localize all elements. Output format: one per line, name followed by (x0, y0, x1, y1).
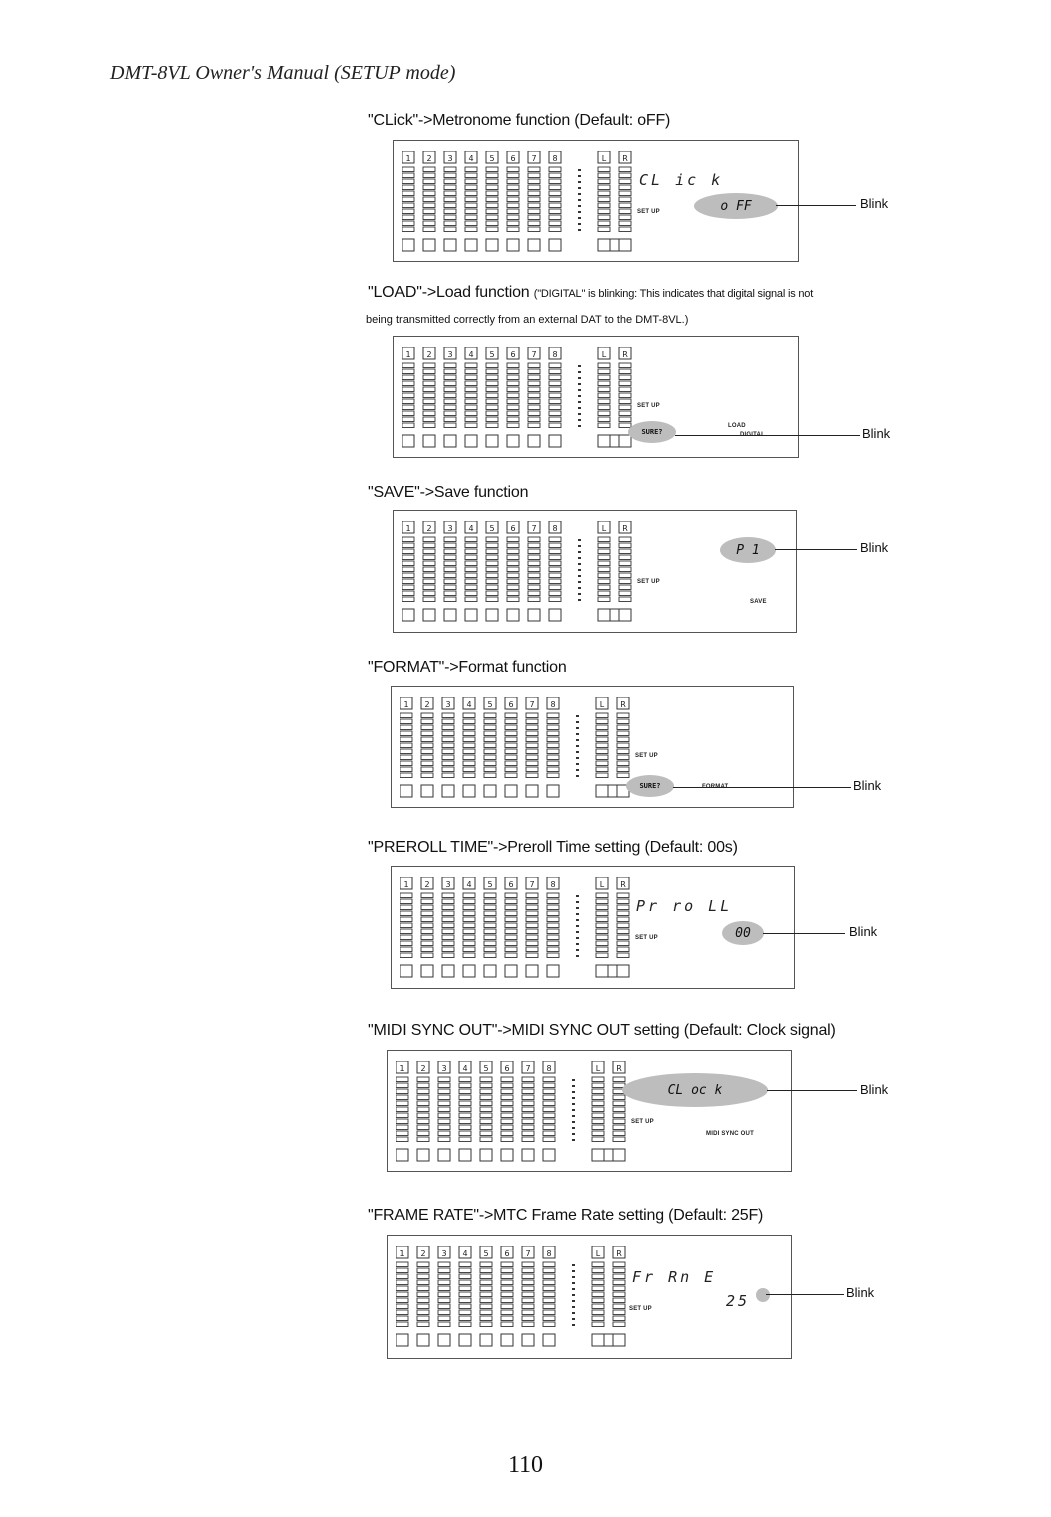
blinking-value: 00 (722, 921, 764, 945)
lcd-display-preroll (391, 866, 795, 989)
svg-text:7: 7 (531, 350, 537, 359)
svg-text:4: 4 (468, 350, 474, 359)
svg-text:4: 4 (468, 524, 474, 533)
svg-text:6: 6 (508, 880, 514, 889)
section-save (0, 480, 1051, 640)
caption-load-line2: being transmitted correctly from an external DAT to the DMT-8VL.) (366, 314, 689, 326)
lcd-display-save (393, 510, 797, 633)
svg-text:L: L (595, 1249, 601, 1258)
blinking-value: P 1 (720, 537, 776, 563)
format-indicator: FORMAT (702, 784, 729, 790)
svg-text:5: 5 (489, 524, 495, 533)
svg-text:2: 2 (424, 880, 430, 889)
svg-text:2: 2 (426, 524, 432, 533)
svg-text:4: 4 (462, 1064, 468, 1073)
caption-click: "CLick"->Metronome function (Default: oFF) (368, 112, 671, 129)
page-number: 110 (507, 1452, 544, 1478)
setup-indicator: SET UP (635, 753, 658, 759)
svg-text:R: R (616, 1249, 622, 1258)
svg-text:R: R (622, 154, 628, 163)
lcd-line1: Pr ro LL (636, 897, 733, 915)
section-load (0, 280, 1051, 470)
setup-indicator: SET UP (637, 209, 660, 215)
svg-text:L: L (601, 524, 607, 533)
svg-text:3: 3 (445, 880, 451, 889)
svg-text:5: 5 (487, 880, 493, 889)
caption-framerate: "FRAME RATE"->MTC Frame Rate setting (Default: 25F) (368, 1207, 764, 1224)
svg-text:8: 8 (552, 350, 558, 359)
lcd-display-format (391, 686, 794, 808)
blinking-value: o FF (694, 193, 778, 219)
svg-text:1: 1 (405, 524, 411, 533)
level-meters (402, 347, 632, 452)
svg-text:L: L (599, 700, 605, 709)
svg-text:1: 1 (405, 350, 411, 359)
lcd-line2: 25 (726, 1292, 751, 1310)
setup-indicator: SET UP (637, 403, 660, 409)
svg-text:5: 5 (489, 154, 495, 163)
svg-text:6: 6 (510, 350, 516, 359)
lcd-line1: Fr Rn E (632, 1268, 717, 1286)
svg-text:6: 6 (508, 700, 514, 709)
svg-text:7: 7 (529, 880, 535, 889)
caption-load: "LOAD"->Load function ("DIGITAL" is blinking: This indicates that digital signal is not (368, 284, 814, 301)
setup-indicator: SET UP (637, 579, 660, 585)
level-meters (400, 877, 630, 982)
svg-text:3: 3 (447, 154, 453, 163)
setup-indicator: SET UP (635, 935, 658, 941)
lcd-display-load (393, 336, 799, 458)
load-indicator: LOAD (728, 423, 746, 429)
svg-text:L: L (595, 1064, 601, 1073)
svg-text:1: 1 (403, 880, 409, 889)
svg-text:6: 6 (510, 524, 516, 533)
caption-save: "SAVE"->Save function (368, 484, 529, 501)
blinking-badge: SURE? (628, 421, 676, 443)
svg-text:1: 1 (399, 1064, 405, 1073)
svg-text:7: 7 (531, 154, 537, 163)
blink-label: Blink (860, 540, 889, 555)
lcd-display-click (393, 140, 799, 262)
blink-label: Blink (862, 426, 891, 441)
blinking-dot (756, 1288, 770, 1302)
svg-text:R: R (620, 700, 626, 709)
level-meters (402, 521, 632, 626)
svg-text:7: 7 (529, 700, 535, 709)
svg-text:L: L (601, 350, 607, 359)
svg-text:R: R (616, 1064, 622, 1073)
svg-text:3: 3 (441, 1064, 447, 1073)
svg-text:2: 2 (420, 1064, 426, 1073)
caption-format: "FORMAT"->Format function (368, 659, 567, 676)
svg-text:2: 2 (424, 700, 430, 709)
midi-sync-out-indicator: MIDI SYNC OUT (706, 1131, 754, 1137)
svg-text:7: 7 (525, 1249, 531, 1258)
blinking-badge: SURE? (626, 775, 674, 797)
caption-preroll: "PREROLL TIME"->Preroll Time setting (Default: 00s) (368, 839, 738, 856)
svg-text:5: 5 (483, 1249, 489, 1258)
svg-text:5: 5 (487, 700, 493, 709)
section-midisync (0, 1020, 1051, 1180)
svg-text:6: 6 (504, 1249, 510, 1258)
svg-text:R: R (620, 880, 626, 889)
section-format (0, 655, 1051, 815)
svg-text:8: 8 (546, 1249, 552, 1258)
manual-header: DMT-8VL Owner's Manual (SETUP mode) (110, 62, 456, 84)
blink-label: Blink (853, 778, 882, 793)
lcd-line1: CL ic k (639, 171, 724, 189)
svg-text:7: 7 (525, 1064, 531, 1073)
section-preroll (0, 835, 1051, 995)
svg-text:7: 7 (531, 524, 537, 533)
svg-text:L: L (599, 880, 605, 889)
svg-text:3: 3 (441, 1249, 447, 1258)
blinking-value: CL oc k (622, 1073, 768, 1107)
svg-text:8: 8 (550, 880, 556, 889)
svg-text:8: 8 (546, 1064, 552, 1073)
svg-text:5: 5 (489, 350, 495, 359)
section-click (0, 110, 1051, 270)
svg-text:L: L (601, 154, 607, 163)
level-meters (402, 151, 632, 256)
blink-label: Blink (849, 924, 878, 939)
setup-indicator: SET UP (631, 1119, 654, 1125)
svg-text:6: 6 (504, 1064, 510, 1073)
svg-text:3: 3 (447, 524, 453, 533)
blink-label: Blink (846, 1285, 875, 1300)
svg-text:1: 1 (399, 1249, 405, 1258)
svg-text:1: 1 (405, 154, 411, 163)
blink-label: Blink (860, 1082, 889, 1097)
digital-indicator: DIGITAL (740, 432, 765, 438)
svg-text:3: 3 (447, 350, 453, 359)
svg-text:4: 4 (462, 1249, 468, 1258)
setup-indicator: SET UP (629, 1306, 652, 1312)
blink-label: Blink (860, 196, 889, 211)
level-meters (400, 697, 630, 802)
caption-midisync: "MIDI SYNC OUT"->MIDI SYNC OUT setting (Default: Clock signal) (368, 1022, 836, 1039)
svg-text:4: 4 (466, 880, 472, 889)
level-meters (396, 1246, 626, 1351)
svg-text:3: 3 (445, 700, 451, 709)
section-framerate (0, 1205, 1051, 1365)
svg-text:8: 8 (550, 700, 556, 709)
save-indicator: SAVE (750, 599, 767, 605)
svg-text:2: 2 (426, 154, 432, 163)
svg-text:1: 1 (403, 700, 409, 709)
svg-text:5: 5 (483, 1064, 489, 1073)
svg-text:2: 2 (420, 1249, 426, 1258)
svg-text:8: 8 (552, 154, 558, 163)
svg-text:8: 8 (552, 524, 558, 533)
svg-text:R: R (622, 524, 628, 533)
svg-text:4: 4 (466, 700, 472, 709)
svg-text:2: 2 (426, 350, 432, 359)
level-meters (396, 1061, 626, 1166)
svg-text:4: 4 (468, 154, 474, 163)
svg-text:6: 6 (510, 154, 516, 163)
lcd-display-framerate (387, 1235, 792, 1359)
lcd-display-midisync (387, 1050, 792, 1172)
svg-text:R: R (622, 350, 628, 359)
